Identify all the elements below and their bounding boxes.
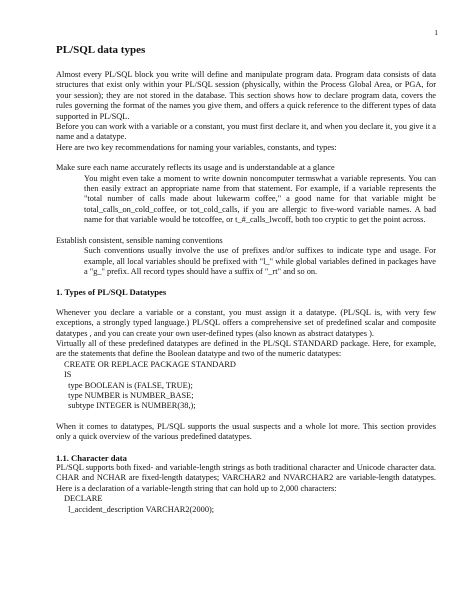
- document-body: [56, 70, 436, 515]
- code-line: type BOOLEAN is (FALSE, TRUE);: [64, 380, 193, 390]
- section-1-1-paragraph-1: PL/SQL supports both fixed- and variable-length strings as both traditional character and Unicode character data. CHAR and NCHAR are fixed-length datatypes; VARCHAR2 and NVARCHAR2 are variable-length datatypes. Here is a declaration of a variable-length string that can hold up to 2,000 characters:: [56, 463, 436, 493]
- recommendation-2-heading: Establish consistent, sensible naming conventions: [56, 235, 223, 245]
- intro-paragraph-1: Almost every PL/SQL block you write will define and manipulate program data. Program data consists of data structures that exist only within your PL/SQL session (physically, within the Process Global Area, or PGA, for your session); they are not stored in the database. This section shows how to declare program data, covers the rules governing the format of the names you give them, and offers a quick reference to the different types of data supported in PL/SQL.: [56, 70, 436, 121]
- recommendation-2-body: Such conventions usually involve the use of prefixes and/or suffixes to indicate type and usage. For example, all local variables should be prefixed with "l_" while global variables defined in packages have a "g_" prefix. All record types should have a suffix of "_rt" and so on.: [84, 246, 436, 276]
- recommendation-1-body: You might even take a moment to write downin noncomputer termswhat a variable represents. You can then easily extract an appropriate name from that statement. For example, if a variable represents the "total number of calls made about lukewarm coffee," a good name for that variable might be total_calls_on_cold_coffee, or tot_cold_calls, if you are allergic to five-word variable names. A bad name for that variable would be totcoffee, or t_#_calls_lwcoff, both too cryptic to get the point across.: [84, 173, 436, 225]
- recommendation-1-heading: Make sure each name accurately reflects its usage and is understandable at a glance: [56, 163, 335, 173]
- page-title: PL/SQL data types: [56, 44, 146, 56]
- section-1-1-heading: 1.1. Character data: [56, 452, 127, 463]
- code-line: CREATE OR REPLACE PACKAGE STANDARD: [64, 359, 236, 369]
- code-line: IS: [64, 370, 72, 380]
- section-1-paragraph-1: Whenever you declare a variable or a constant, you must assign it a datatype. (PL/SQL is, with very few exceptions, a strongly typed language.) PL/SQL offers a comprehensive set of predefined scalar and composite datatypes , and you can create your own user-defined types (also known as abstract datatypes ).: [56, 307, 436, 338]
- page-number: 1: [434, 28, 438, 37]
- intro-paragraph-2: Before you can work with a variable or a constant, you must first declare it, and when you declare it, you give it a name and a datatype.: [56, 122, 436, 142]
- code-block-standard-package: [56, 360, 436, 412]
- code-line: l_accident_description VARCHAR2(2000);: [64, 504, 215, 514]
- section-1-paragraph-3: When it comes to datatypes, PL/SQL supports the usual suspects and a whole lot more. This section provides only a quick overview of the various predefined datatypes.: [56, 421, 436, 442]
- code-block-declare: [56, 494, 436, 515]
- section-1-paragraph-2: Virtually all of these predefined datatypes are defined in the PL/SQL STANDARD package. Here, for example, are the statements that define the Boolean datatype and two of the numeric datatypes:: [56, 338, 436, 359]
- code-line: subtype INTEGER is NUMBER(38,);: [64, 401, 196, 411]
- code-line: type NUMBER is NUMBER_BASE;: [64, 390, 194, 400]
- intro-paragraph-3: Here are two key recommendations for naming your variables, constants, and types:: [56, 142, 337, 152]
- code-line: DECLARE: [64, 494, 103, 504]
- section-1-heading: 1. Types of PL/SQL Datatypes: [56, 287, 167, 298]
